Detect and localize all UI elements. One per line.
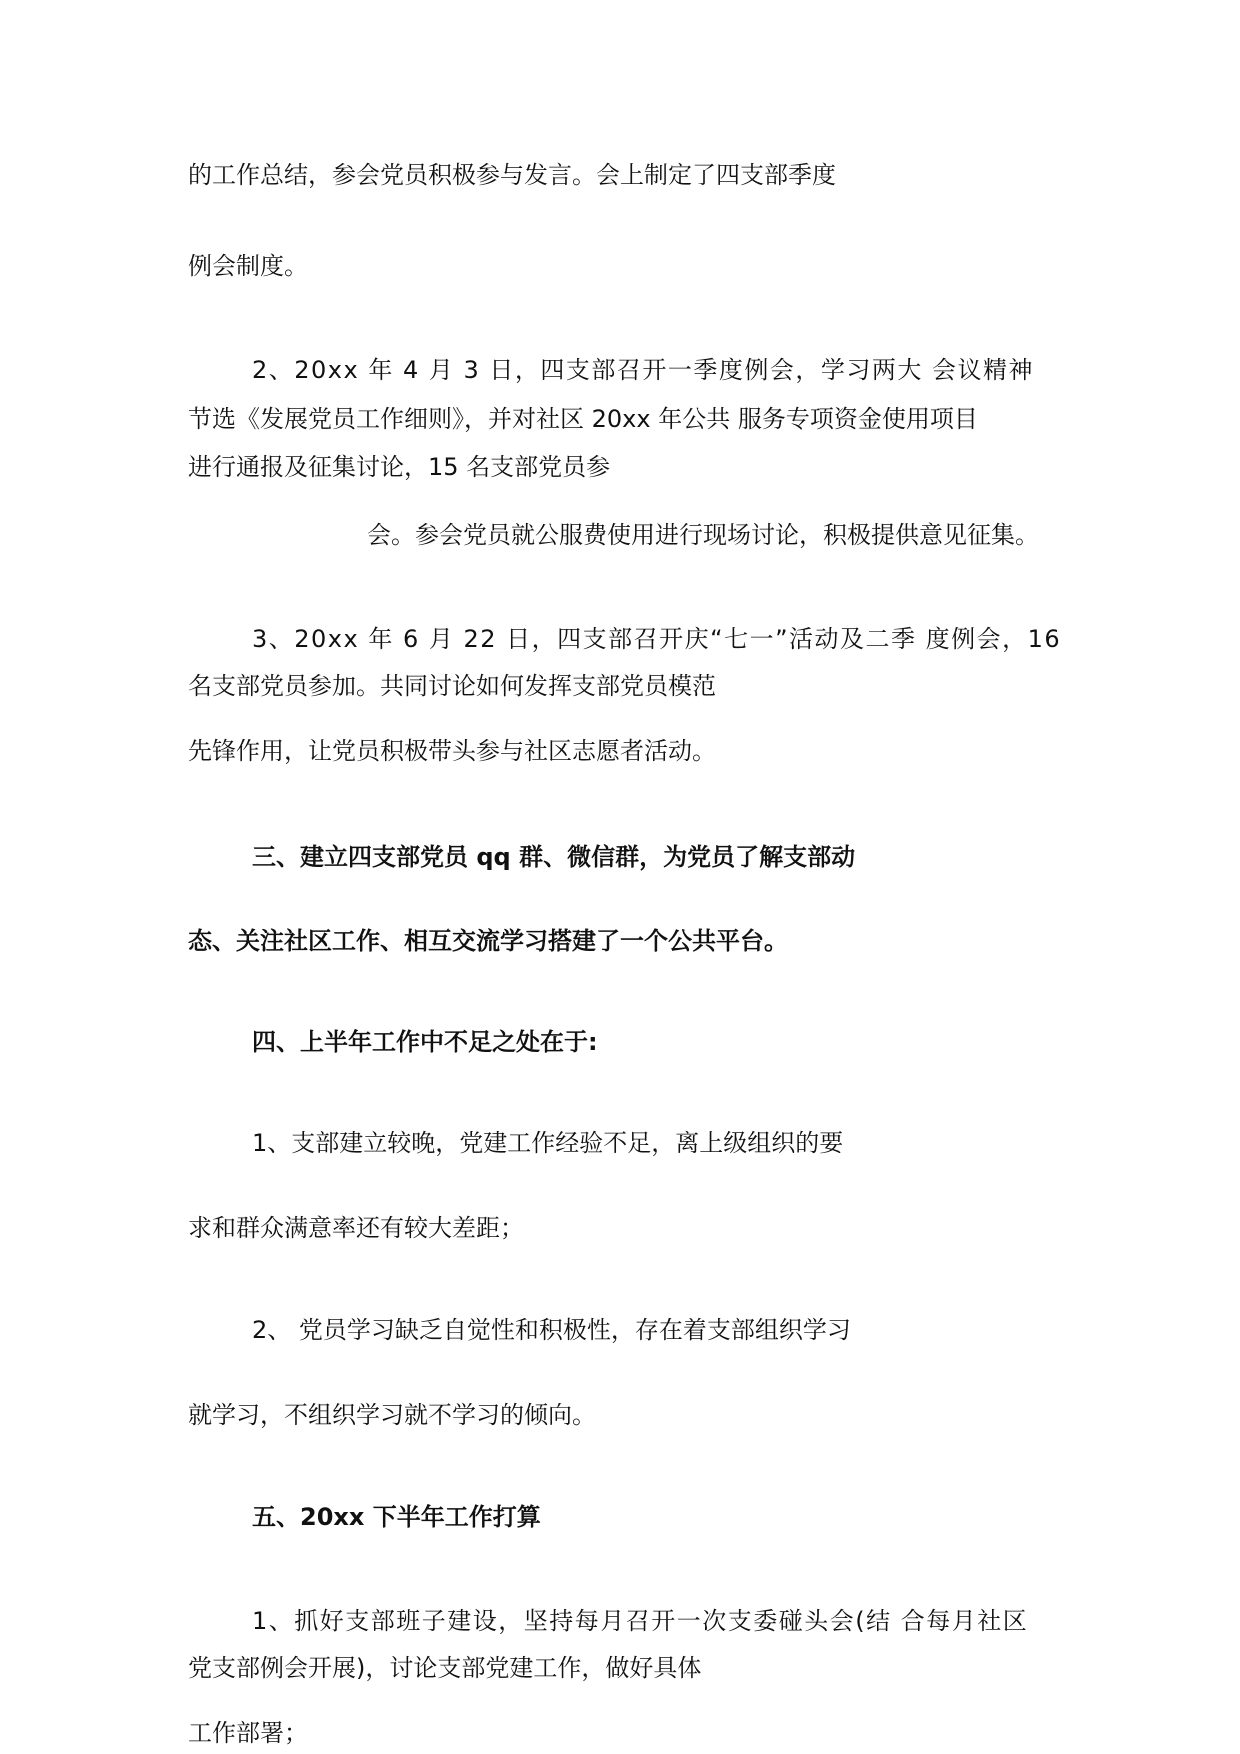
paragraph-line: 节选《发展党员工作细则》，并对社区 20xx 年公共 服务专项资金使用项目 — [188, 405, 978, 433]
section-heading: 五、20xx 下半年工作打算 — [252, 1503, 541, 1531]
paragraph-line: 1、抓好支部班子建设，坚持每月召开一次支委碰头会(结 合每月社区 — [252, 1607, 1029, 1635]
paragraph-line: 就学习，不组织学习就不学习的倾向。 — [188, 1401, 596, 1429]
section-heading: 四、上半年工作中不足之处在于: — [252, 1028, 598, 1056]
paragraph-line: 1、支部建立较晚，党建工作经验不足，离上级组织的要 — [252, 1129, 844, 1157]
paragraph-line: 工作部署； — [188, 1719, 308, 1747]
section-heading: 态、关注社区工作、相互交流学习搭建了一个公共平台。 — [188, 927, 788, 955]
paragraph-line: 会。参会党员就公服费使用进行现场讨论，积极提供意见征集。 — [367, 521, 1039, 549]
paragraph-line: 的工作总结，参会党员积极参与发言。会上制定了四支部季度 — [188, 161, 836, 189]
paragraph-line: 党支部例会开展)，讨论支部党建工作，做好具体 — [188, 1654, 702, 1682]
paragraph-line: 名支部党员参加。共同讨论如何发挥支部党员模范 — [188, 672, 716, 700]
paragraph-line: 先锋作用，让党员积极带头参与社区志愿者活动。 — [188, 737, 716, 765]
paragraph-line: 2、20xx 年 4 月 3 日，四支部召开一季度例会，学习两大 会议精神 — [252, 356, 1035, 384]
paragraph-line: 例会制度。 — [188, 252, 308, 280]
paragraph-line: 进行通报及征集讨论，15 名支部党员参 — [188, 453, 611, 481]
paragraph-line: 2、 党员学习缺乏自觉性和积极性，存在着支部组织学习 — [252, 1316, 851, 1344]
paragraph-line: 3、20xx 年 6 月 22 日，四支部召开庆“七一”活动及二季 度例会，16 — [252, 625, 1062, 653]
paragraph-line: 求和群众满意率还有较大差距； — [188, 1214, 524, 1242]
section-heading: 三、建立四支部党员 qq 群、微信群，为党员了解支部动 — [252, 843, 856, 871]
